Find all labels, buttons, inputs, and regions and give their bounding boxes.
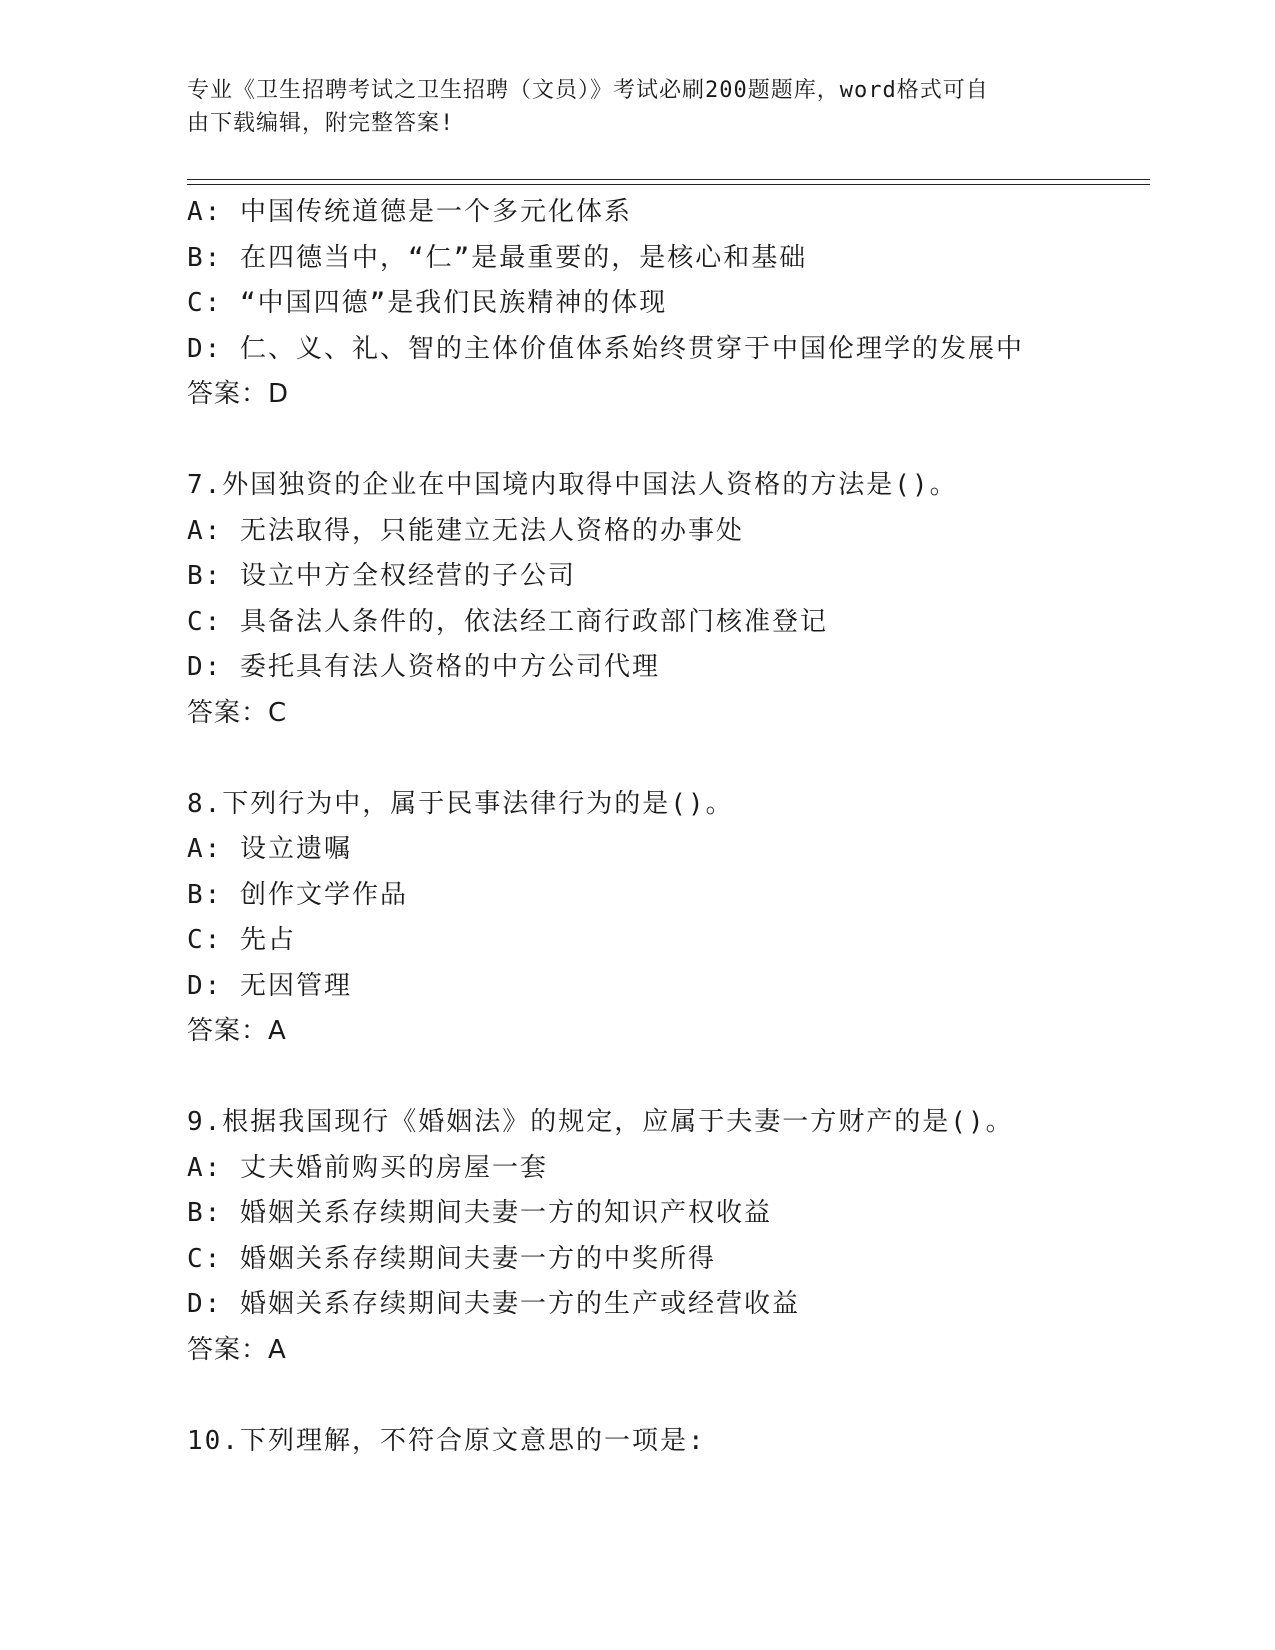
answer-line: 答案：D [187, 379, 290, 409]
question-block-7 [187, 463, 1147, 736]
option-d: D: 无因管理 [187, 970, 352, 1001]
question-block-6 [187, 190, 1147, 418]
spacer [187, 736, 1147, 782]
option-c: C: 具备法人条件的，依法经工商行政部门核准登记 [187, 606, 828, 637]
question-stem: 9.根据我国现行《婚姻法》的规定，应属于夫妻一方财产的是()。 [187, 1107, 1014, 1137]
document-header [187, 74, 1087, 140]
answer-line: 答案：C [187, 697, 288, 728]
option-d: D: 婚姻关系存续期间夫妻一方的生产或经营收益 [187, 1289, 800, 1319]
question-list [187, 190, 1147, 1464]
spacer [187, 418, 1147, 464]
header-line-2: 由下载编辑，附完整答案! [187, 111, 455, 136]
header-divider-top [187, 179, 1150, 180]
question-block-9 [187, 1100, 1147, 1373]
question-block-8 [187, 782, 1147, 1055]
answer-line: 答案：A [187, 1334, 287, 1365]
question-stem: 8.下列行为中，属于民事法律行为的是()。 [187, 788, 734, 819]
answer-line: 答案：A [187, 1016, 287, 1046]
spacer [187, 1055, 1147, 1101]
option-b: B: 创作文学作品 [187, 879, 408, 910]
option-a: A: 中国传统道德是一个多元化体系 [187, 197, 632, 227]
option-c: C: 先占 [187, 925, 296, 955]
header-line-1: 专业《卫生招聘考试之卫生招聘（文员）》考试必刷200题题库，word格式可自 [187, 78, 989, 103]
option-d: D: 仁、义、礼、智的主体价值体系始终贯穿于中国伦理学的发展中 [187, 333, 1024, 364]
option-c: C: “中国四德”是我们民族精神的体现 [187, 288, 668, 318]
option-a: A: 无法取得，只能建立无法人资格的办事处 [187, 515, 744, 546]
question-stem: 10.下列理解，不符合原文意思的一项是: [187, 1425, 706, 1456]
option-b: B: 设立中方全权经营的子公司 [187, 561, 576, 591]
option-a: A: 丈夫婚前购买的房屋一套 [187, 1152, 548, 1183]
option-c: C: 婚姻关系存续期间夫妻一方的中奖所得 [187, 1243, 716, 1274]
question-stem: 7.外国独资的企业在中国境内取得中国法人资格的方法是()。 [187, 470, 958, 500]
spacer [187, 1373, 1147, 1419]
question-block-10 [187, 1419, 1147, 1465]
option-b: B: 在四德当中，“仁”是最重要的，是核心和基础 [187, 242, 808, 273]
option-b: B: 婚姻关系存续期间夫妻一方的知识产权收益 [187, 1198, 772, 1228]
option-d: D: 委托具有法人资格的中方公司代理 [187, 652, 660, 682]
option-a: A: 设立遗嘱 [187, 834, 352, 864]
header-divider-bottom [187, 184, 1150, 185]
